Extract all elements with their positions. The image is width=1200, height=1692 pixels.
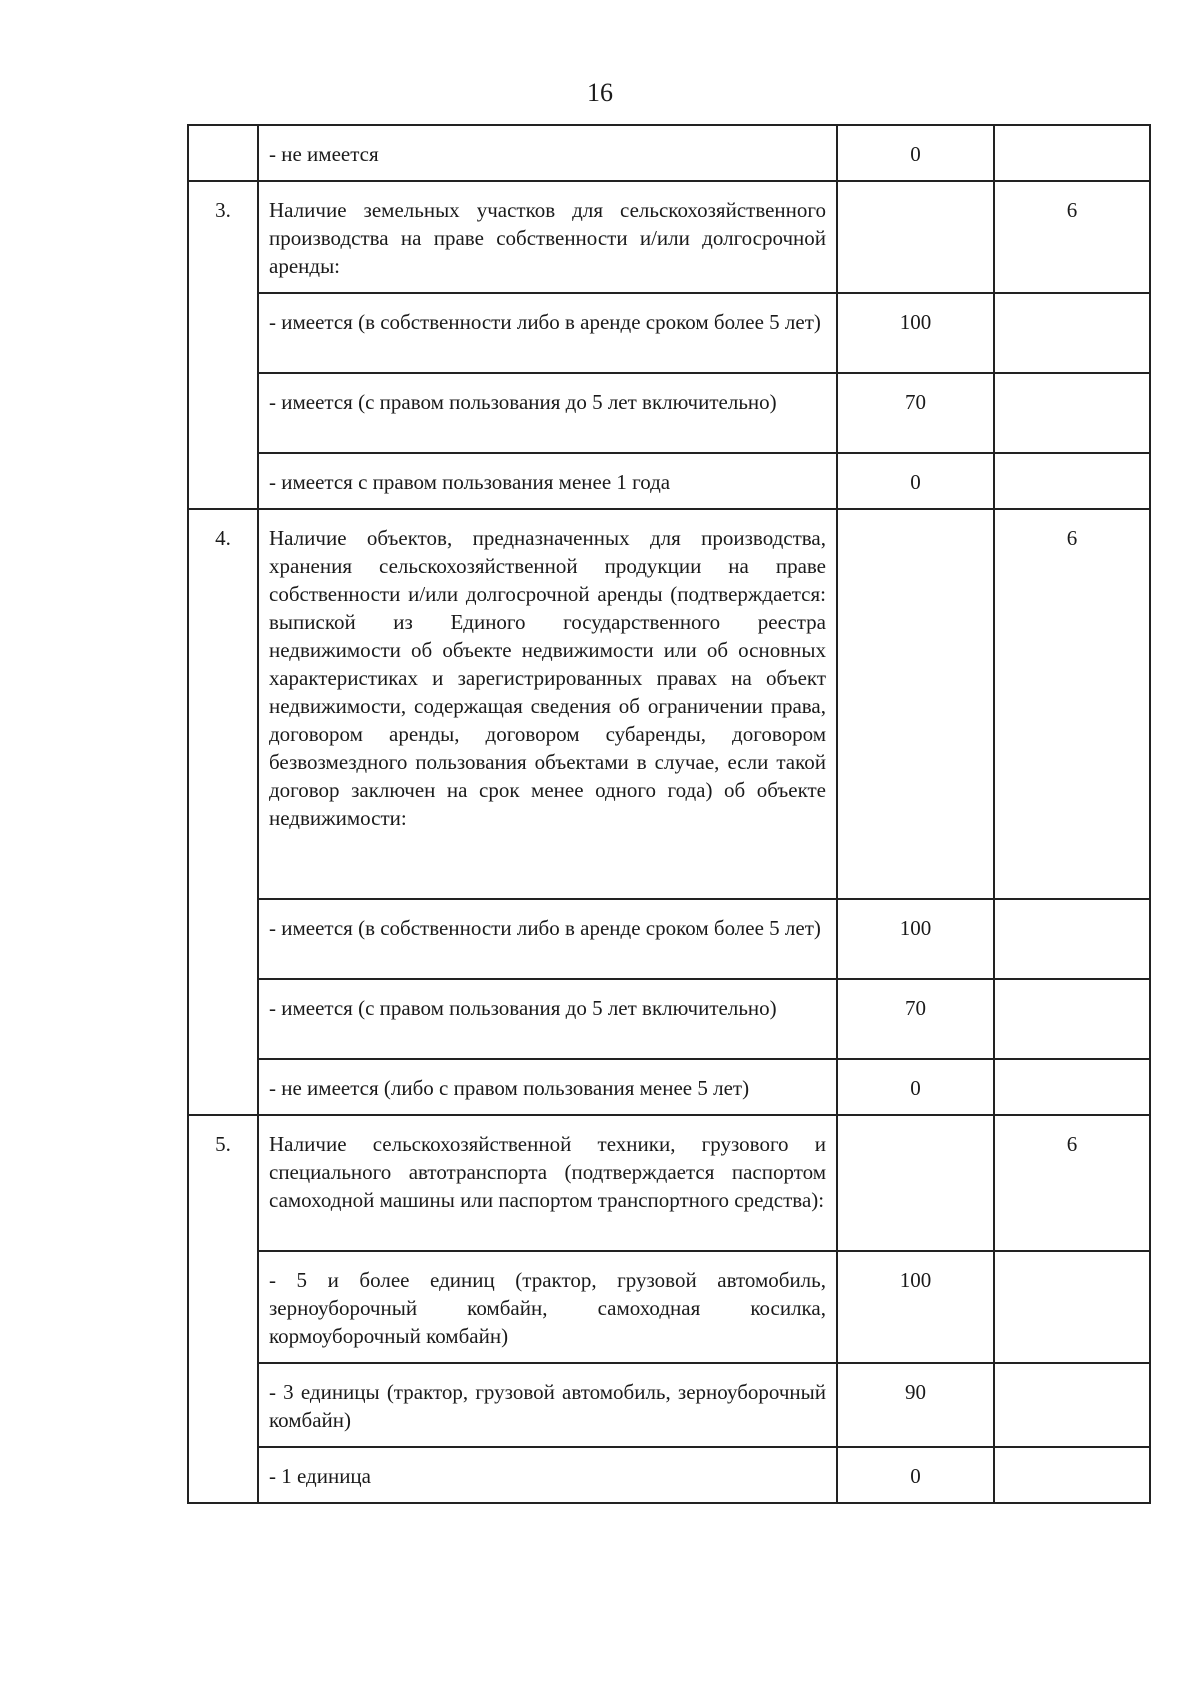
criterion-text-cell: - не имеется [258,125,837,181]
weight-cell [994,373,1150,453]
score-cell: 70 [837,979,994,1059]
table-row [188,181,1150,293]
criterion-text-cell: - имеется (с правом пользования до 5 лет включительно) [258,373,837,453]
weight-cell [994,979,1150,1059]
weight-cell [994,1059,1150,1115]
score-cell: 90 [837,1363,994,1447]
weight-cell [994,453,1150,509]
criterion-text-cell: Наличие объектов, предназначенных для производства, хранения сельскохозяйственной продукции на праве собственности и/или долгосрочной аренды (подтверждается: выпиской из Единого государственного реестра недвижимости об объекте недвижимости или об основных характеристиках и зарегистрированных правах на объект недвижимости, содержащая сведения об ограничении права, договором аренды, договором субаренды, договором безвозмездного пользования объектами в случае, если такой договор заключен на срок менее одного года) об объекте недвижимости: [258,509,837,899]
criterion-text-cell: - имеется (с правом пользования до 5 лет включительно) [258,979,837,1059]
table-row [188,899,1150,979]
criteria-table [187,124,1151,1504]
table-row [188,979,1150,1059]
criterion-text-cell: Наличие сельскохозяйственной техники, грузового и специального автотранспорта (подтверждается паспортом самоходной машины или паспортом транспортного средства): [258,1115,837,1251]
table-row [188,293,1150,373]
table-row [188,453,1150,509]
score-cell: 0 [837,125,994,181]
score-cell: 100 [837,293,994,373]
weight-cell [994,1363,1150,1447]
weight-cell [994,1447,1150,1503]
table-row [188,1115,1150,1251]
table-row [188,1363,1150,1447]
score-cell: 100 [837,899,994,979]
row-number-cell: 5. [188,1115,258,1503]
table-row [188,1251,1150,1363]
score-cell [837,181,994,293]
score-cell: 0 [837,453,994,509]
score-cell: 100 [837,1251,994,1363]
row-number-cell: 3. [188,181,258,509]
score-cell [837,509,994,899]
weight-cell: 6 [994,1115,1150,1251]
table-row [188,1447,1150,1503]
weight-cell: 6 [994,509,1150,899]
score-cell: 70 [837,373,994,453]
criterion-text-cell: - не имеется (либо с правом пользования менее 5 лет) [258,1059,837,1115]
criterion-text-cell: - 1 единица [258,1447,837,1503]
weight-cell [994,899,1150,979]
table-row [188,509,1150,899]
weight-cell: 6 [994,181,1150,293]
criterion-text-cell: Наличие земельных участков для сельскохозяйственного производства на праве собственности и/или долгосрочной аренды: [258,181,837,293]
criterion-text-cell: - имеется с правом пользования менее 1 года [258,453,837,509]
table-row [188,1059,1150,1115]
row-number-cell: 4. [188,509,258,1115]
row-number-cell [188,125,258,181]
criterion-text-cell: - 3 единицы (трактор, грузовой автомобиль, зерноуборочный комбайн) [258,1363,837,1447]
criterion-text-cell: - 5 и более единиц (трактор, грузовой автомобиль, зерноуборочный комбайн, самоходная косилка, кормоуборочный комбайн) [258,1251,837,1363]
weight-cell [994,293,1150,373]
criterion-text-cell: - имеется (в собственности либо в аренде сроком более 5 лет) [258,899,837,979]
criterion-text-cell: - имеется (в собственности либо в аренде сроком более 5 лет) [258,293,837,373]
weight-cell [994,1251,1150,1363]
score-cell: 0 [837,1059,994,1115]
score-cell [837,1115,994,1251]
table-row [188,125,1150,181]
score-cell: 0 [837,1447,994,1503]
weight-cell [994,125,1150,181]
page-number: 16 [587,78,613,107]
table-row [188,373,1150,453]
